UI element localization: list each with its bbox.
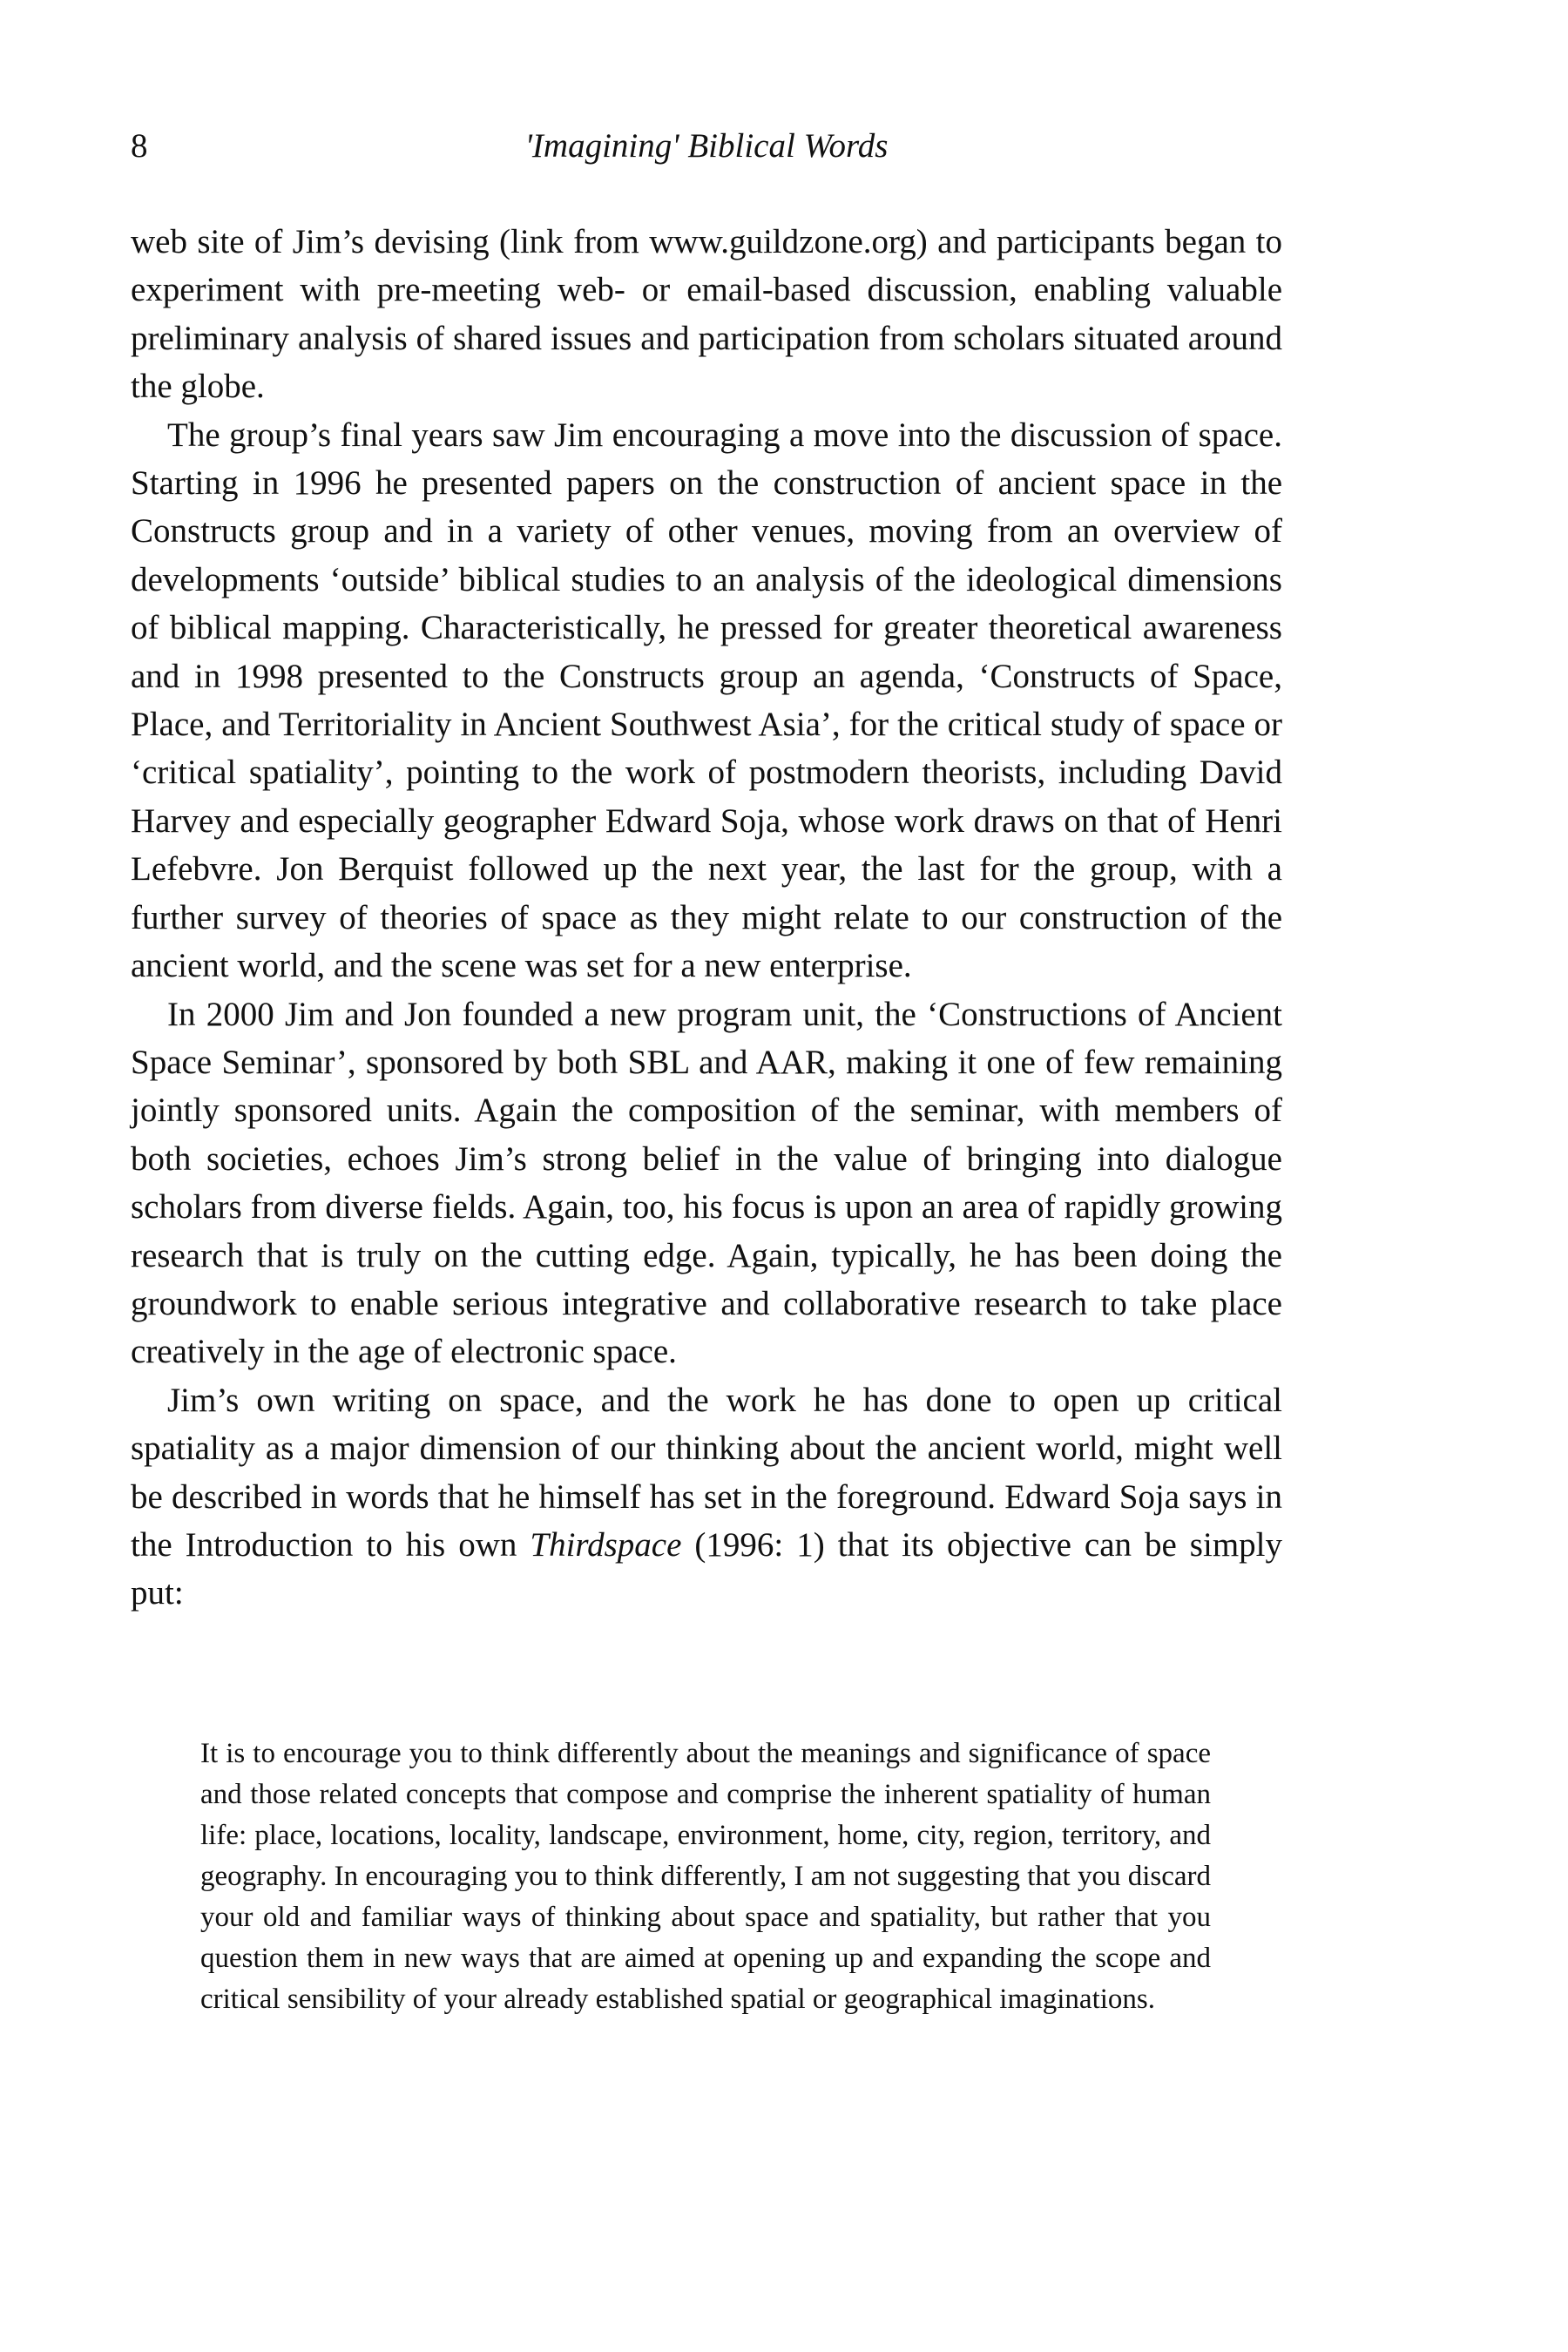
- paragraph-space-discussion: The group’s final years saw Jim encouraging a move into the discussion of space. Starting in 1996 he presented papers on the construction of ancient space in the Constructs group and in a variety of other venues, moving from an overview of developments ‘outside’ biblical studies to an analysis of the ideological dimensions of biblical mapping. Characteristically, he pressed for greater theoretical awareness and in 1998 presented to the Constructs group an agenda, ‘Constructs of Space, Place, and Territoriality in Ancient Southwest Asia’, for the critical study of space or ‘critical spatiality’, pointing to the work of postmodern theorists, including David Harvey and especially geographer Edward Soja, whose work draws on that of Henri Lefebvre. Jon Berquist followed up the next year, the last for the group, with a further survey of theories of space as they might relate to our construction of the ancient world, and the scene was set for a new enterprise.: [131, 416, 1282, 985]
- page-number: 8: [131, 127, 148, 165]
- book-title-thirdspace: Thirdspace: [530, 1525, 682, 1564]
- paragraph-continuation: web site of Jim’s devising (link from www.guildzone.org) and participants began to experiment with pre-meeting web- or email-based discussion, enabling valuable preliminary analysis of shared issues and participation from scholars situated around the globe.: [131, 223, 1282, 406]
- paragraph-soja-intro: [131, 1376, 1282, 1618]
- body-text: [131, 218, 1282, 1618]
- paragraph-soja-intro-start: Jim’s own writing on space, and the work he has done to open up critical spatiality as a major dimension of our thinking about the ancient world, might well be described in words that he himself has set in the foreground. Edward Soja says in the Introduction to his own: [131, 1381, 1282, 1564]
- block-quote: It is to encourage you to think differently about the meanings and significance of space and those related concepts that compose and comprise the inherent spatiality of human life: place, locations, locality, landscape, environment, home, city, region, territory, and geography. In encouraging you to think differently, I am not suggesting that you discard your old and familiar ways of thinking about space and spatiality, but rather that you question them in new ways that are aimed at opening up and expanding the scope and critical sensibility of your already established spatial or geographical imaginations.: [200, 1738, 1211, 2015]
- paragraph-seminar-founding: In 2000 Jim and Jon founded a new program unit, the ‘Constructions of Ancient Space Seminar’, sponsored by both SBL and AAR, making it one of few remaining jointly sponsored units. Again the composition of the seminar, with members of both societies, echoes Jim’s strong belief in the value of bringing into dialogue scholars from diverse fields. Again, too, his focus is upon an area of rapidly growing research that is truly on the cutting edge. Again, typically, he has been doing the groundwork to enable serious integrative and collaborative research to take place creatively in the age of electronic space.: [131, 995, 1282, 1371]
- running-head: [131, 120, 1282, 172]
- paragraph-soja-intro-end: (1996: 1) that its objective can be simply put:: [131, 1525, 1282, 1612]
- running-title: 'Imagining' Biblical Words: [524, 127, 889, 165]
